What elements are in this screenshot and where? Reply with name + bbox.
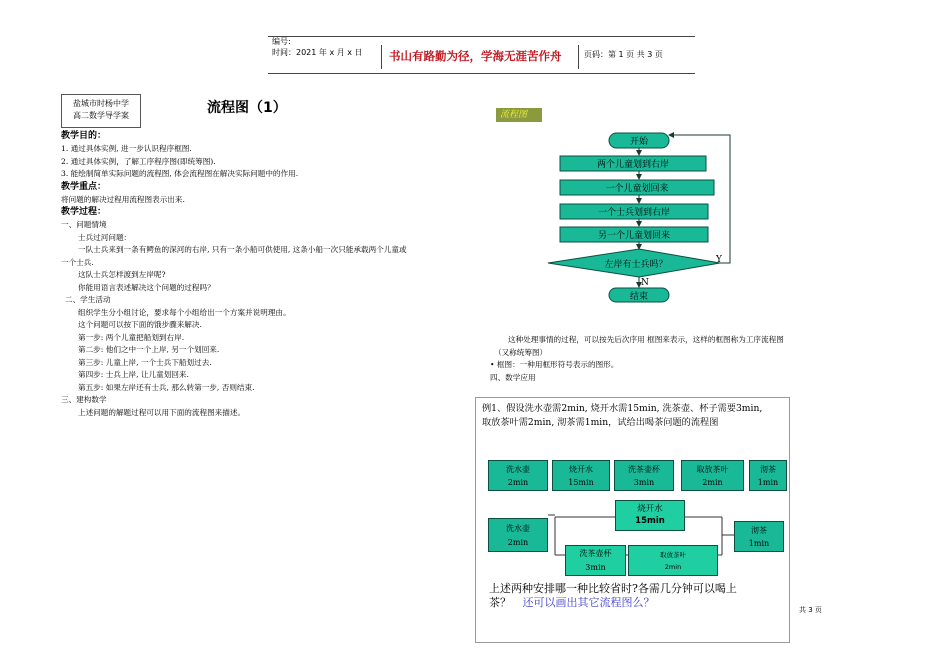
example-line-1: 例1、假设洗水壶需2min, 烧开水需15min, 洗茶壶、杯子需要3min, [482,403,763,414]
desc-line-3: • 框图：一种用框形符号表示的图形。 [490,360,619,369]
par-step-wash-cups [565,545,626,576]
step-1: 第一步: 两个儿童把船划到右岸. [78,332,185,342]
flow-step-2-label: 一个儿童划回来 [605,184,669,194]
seq-step-boil-water [552,460,610,491]
purpose-item-3: 3. 能绘制简单实际问题的流程图, 体会流程图在解决实际问题中的作用. [61,169,299,178]
flow-yes-loop [669,135,730,263]
example-line-2: 取放茶叶需2min, 沏茶需1min，试给出喝茶问题的流程图 [482,417,719,428]
par-step-tea-leaves [628,545,718,576]
par-step-boil-water-name: 烧开水 [637,504,663,514]
header-time-label: 时间：2021 年 x 月 x 日 [272,48,363,57]
purpose-heading: 教学目的： [61,131,107,141]
soldier-flowchart [540,128,750,308]
seq-step-brew-name: 沏茶 [760,465,776,474]
step-3: 第三步: 儿童上岸, 一个士兵下船划过去. [78,357,212,367]
seq-step-wash-kettle [488,460,548,491]
desc-line-1: 这种处理事情的过程，可以按先后次序用 框图来表示，这样的框图称为工序流程图 [508,335,784,344]
header-motto: 书山有路勤为径，学海无涯苦作舟 [389,49,562,63]
process-heading: 教学过程： [61,207,107,217]
flow-step-1-label: 两个儿童划到右岸 [596,160,670,170]
key-item-1: 将问题的解决过程用流程图表示出来. [61,194,185,204]
par-step-brew [734,521,784,552]
section-1-paragraph-1: 一队士兵来到一条有鳄鱼的深河的右岸, 只有一条小船可供使用, 这条小船一次只能承载两个儿童或 [78,245,407,254]
seq-step-wash-cups [614,460,674,491]
header-bottom-rule [268,73,695,74]
section-1-title: 士兵过河问题： [78,232,132,242]
section-2-paragraph-2: 这个问题可以按下面的饿步骤来解决. [78,320,202,329]
par-step-brew-name: 沏茶 [751,526,767,535]
page-title: 流程图（1） [207,100,287,116]
seq-step-brew [749,460,787,491]
desc-line-2: （又称统筹图） [494,347,548,357]
par-step-wash-kettle-time: 2min [507,538,529,547]
header-code-label: 编号: [272,37,291,46]
par-step-wash-kettle-name: 洗水壶 [506,524,530,533]
flow-tag: 流程图 [496,108,542,122]
header-top-rule [268,36,695,37]
purpose-item-2: 2. 通过具体实例，了解工序程序图(即统筹图). [61,156,216,166]
par-step-tea-leaves-time: 2min [664,563,682,571]
par-step-boil-water-time: 15min [635,516,665,526]
step-5: 第五步: 如果左岸还有士兵, 那么转第一步, 否则结束. [78,382,255,392]
footer-page-total: 共 3 页 [799,606,822,614]
seq-step-wash-kettle-name: 洗水壶 [506,465,530,474]
par-step-brew-time: 1min [748,539,770,548]
par-step-wash-cups-time: 3min [585,563,606,572]
step-4: 第四步: 士兵上岸, 让儿童划回来. [78,370,189,379]
seq-step-boil-water-time: 15min [568,478,594,487]
section-1-question-1: 这队士兵怎样渡到左岸呢? [78,270,166,279]
flow-decision-label: 左岸有士兵吗？ [604,260,668,270]
school-name: 盐城市时杨中学 [73,99,129,108]
step-2: 第二步: 他们之中一个上岸, 另一个划回来. [78,345,220,354]
section-2-heading: 二、学生活动 [65,295,111,304]
question-line-3: 还可以画出其它流程图么？ [522,596,655,609]
example-question [489,582,737,610]
section-2-paragraph-1: 组织学生分小组讨论，要求每个小组给出一个方案并说明理由。 [78,307,291,317]
par-step-boil-water [615,500,685,531]
seq-step-wash-cups-time: 3min [633,478,655,487]
right-description [484,334,784,384]
section-1-paragraph-2: 一个士兵. [61,257,94,267]
left-column [61,130,407,419]
flow-end-label: 结束 [629,292,649,302]
flow-step-4-label: 另一个儿童划回来 [597,231,671,241]
seq-step-tea-leaves-time: 2min [702,478,723,487]
seq-step-brew-time: 1min [757,478,779,487]
section-3-paragraph-1: 上述问题的解题过程可以用下面的流程图来描述。 [78,407,246,417]
example-statement [482,402,762,430]
seq-step-tea-leaves [681,460,744,491]
seq-step-tea-leaves-name: 取放茶叶 [696,465,729,474]
section-1-question-2: 你能用语言表述解决这个问题的过程吗？ [78,282,215,292]
par-step-wash-cups-name: 洗茶壶杯 [579,549,612,558]
section-4-heading: 四、数学应用 [490,372,536,382]
header-page-label: 页码：第 1 页 共 3 页 [584,50,663,59]
header-divider-left [381,45,382,69]
question-line-2: 茶？ [489,596,511,609]
section-1-heading: 一、问题情境 [61,220,107,229]
header-divider-right [578,45,579,69]
par-step-wash-kettle [488,518,548,552]
flow-no-label: N [641,278,649,288]
flow-yes-label: Y [716,255,722,265]
school-box [61,94,141,128]
purpose-item-1: 1. 通过具体实例, 进一步认识程序框图. [61,144,192,153]
key-heading: 教学重点： [61,181,107,192]
seq-step-wash-cups-name: 洗茶壶杯 [628,465,660,474]
question-line-1: 上述两种安排哪一种比较省时?各需几分钟可以喝上 [489,582,737,595]
par-step-tea-leaves-name: 取放茶叶 [660,551,686,559]
seq-step-wash-kettle-time: 2min [507,478,529,487]
school-doc-type: 高二数学导学案 [73,111,129,120]
seq-step-boil-water-name: 烧开水 [569,465,593,474]
section-3-heading: 三、建构数学 [61,395,107,404]
flow-start-label: 开始 [629,137,649,147]
flow-step-3-label: 一个士兵划到右岸 [597,208,671,218]
